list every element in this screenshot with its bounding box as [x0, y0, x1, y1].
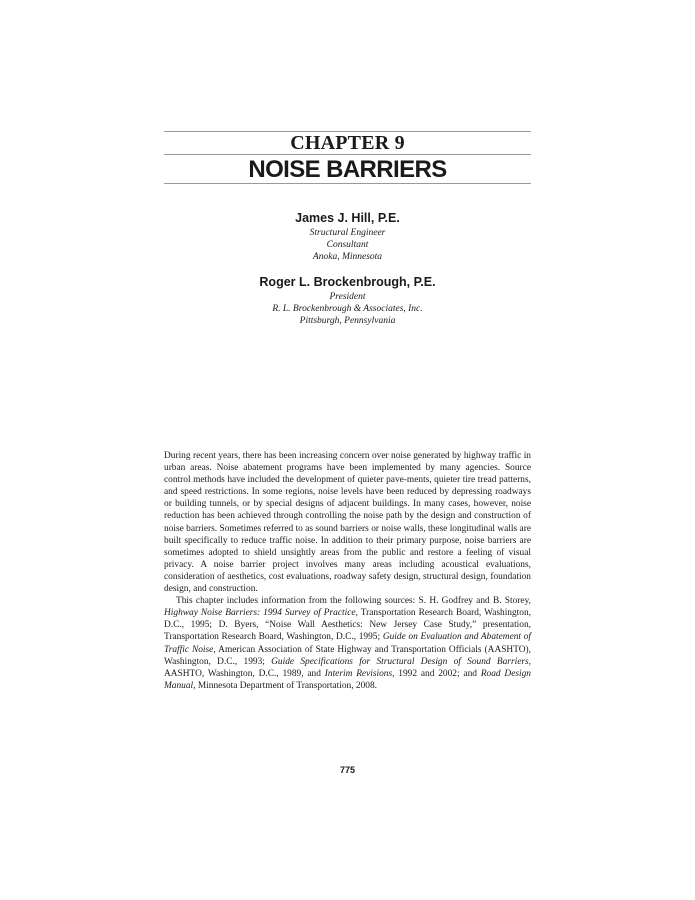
sources-title-segment: Highway Noise Barriers: 1994 Survey of Practice, — [164, 608, 358, 619]
sources-title-segment: Road Design Manual, — [164, 668, 531, 691]
author-affiliation: R. L. Brockenbrough & Associates, Inc. — [272, 304, 423, 314]
page-number: 775 — [339, 765, 356, 775]
author-location: Pittsburgh, Pennsylvania — [299, 316, 396, 326]
author-location: Anoka, Minnesota — [312, 252, 383, 262]
chapter-bottom-rule — [164, 183, 531, 184]
chapter-title: NOISE BARRIERS — [248, 156, 447, 183]
sources-title-segment: Guide on Evaluation and Abatement of Traffic Noise, — [164, 632, 532, 655]
sources-paragraph — [164, 595, 531, 692]
sources-text-segment: American Association of State Highway and Transportation Officials (AASHTO), Washington, D.C., 1993; — [164, 644, 531, 667]
sources-text-segment: This chapter includes information from the following sources: S. H. Godfrey and B. Storey, — [176, 596, 531, 607]
author-title: President — [329, 292, 366, 302]
sources-title-segment: Guide Specifications for Structural Design of Sound Barriers, — [271, 656, 531, 667]
sources-text-segment: AASHTO, Washington, D.C., 1989, and — [164, 668, 325, 679]
author-name: Roger L. Brockenbrough, P.E. — [259, 275, 436, 289]
author-block-hill — [164, 210, 531, 263]
author-affiliation: Consultant — [326, 240, 369, 250]
intro-paragraph: During recent years, there has been increasing concern over noise generated by highway traffic in urban areas. Noise abatement programs have been implemented by many agencies. Source control methods have included the development of quieter pave-ments, quieter tire tread patterns, and speed restrictions. In some regions, noise levels have been reduced by depressing roadways or building tunnels, or by special designs of adjacent buildings. In many cases, however, noise reduction has been achieved through controlling the noise path by the design and construction of noise barriers. Sometimes referred to as sound barriers or noise walls, these longitudinal walls are built specifically to reduce traffic noise. In addition to their primary purpose, noise barriers are sometimes adopted to shield unsightly areas from the public and restore a feeling of visual privacy. A noise barrier project involves many areas including acoustical evaluations, consideration of aesthetics, cost evaluations, roadway safety design, structural design, foundation design, and construction. — [164, 451, 531, 595]
sources-title-segment: Interim Revisions — [324, 668, 393, 679]
sources-text-segment: , 1992 and 2002; and — [392, 668, 481, 679]
author-title: Structural Engineer — [309, 228, 386, 238]
chapter-introduction — [164, 450, 531, 692]
author-name: James J. Hill, P.E. — [295, 211, 400, 225]
sources-text-segment: Transportation Research Board, Washington, D.C., 1995; D. Byers, “Noise Wall Aesthetics: New Jersey Case Study,” presentation, Transportation Research Board, Washington, D.C., 1995; — [164, 608, 532, 643]
chapter-middle-rule — [164, 154, 531, 155]
author-block-brockenbrough — [164, 274, 531, 327]
chapter-label: CHAPTER 9 — [290, 132, 405, 154]
sources-text-segment: Minnesota Department of Transportation, 2008. — [195, 680, 378, 691]
